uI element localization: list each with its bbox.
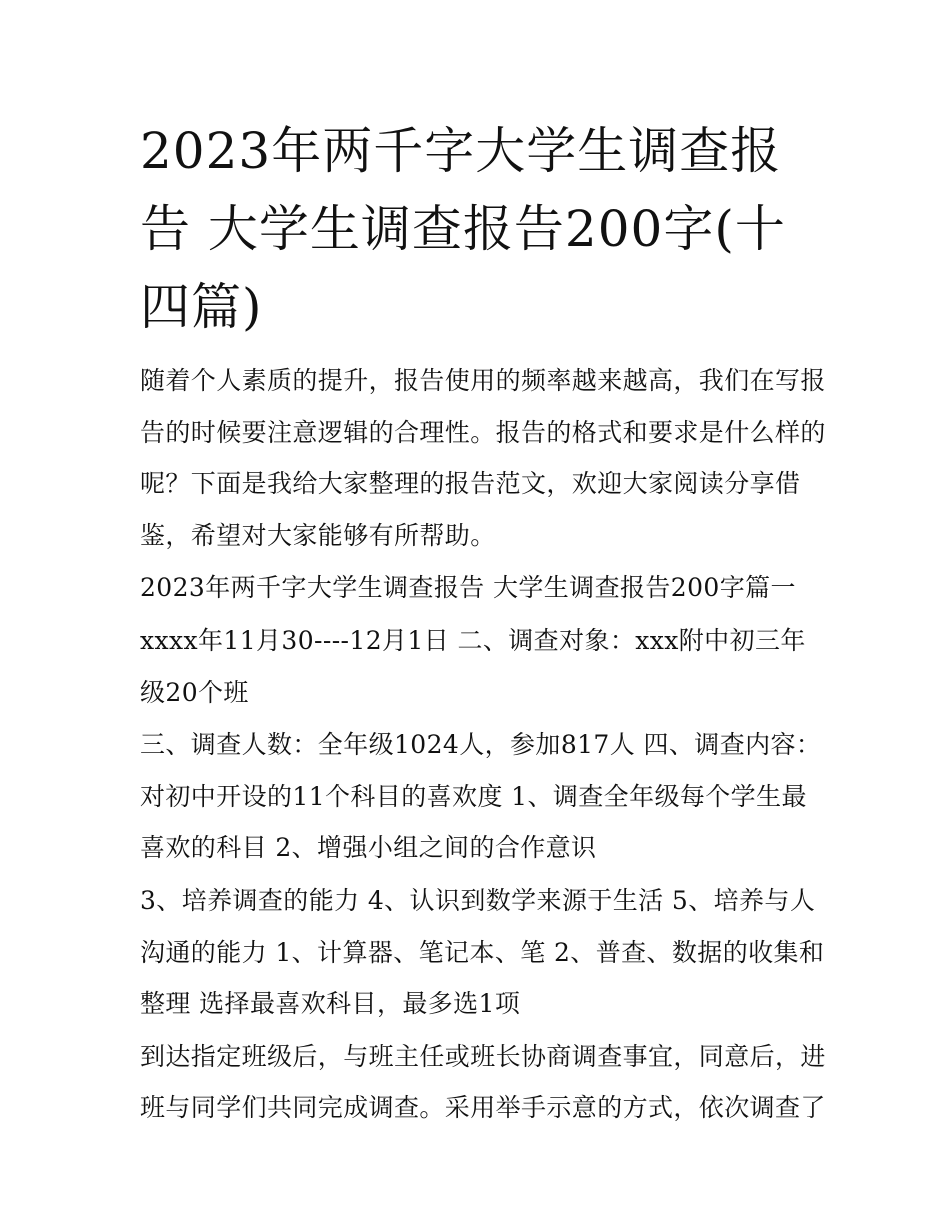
section-heading: 2023年两千字大学生调查报告 大学生调查报告200字篇一 bbox=[140, 573, 796, 603]
survey-goals-paragraph: 3、培养调查的能力 4、认识到数学来源于生活 5、培养与人沟通的能力 1、计算器、笔记本、笔 2、普查、数据的收集和整理 选择最喜欢科目，最多选1项 bbox=[140, 885, 825, 1019]
intro-paragraph: 随着个人素质的提升，报告使用的频率越来越高，我们在写报告的时候要注意逻辑的合理性。报告的格式和要求是什么样的呢？下面是我给大家整理的报告范文，欢迎大家阅读分享借鉴，希望对大家能够有所帮助。 bbox=[140, 366, 826, 550]
survey-content-paragraph: 三、调查人数：全年级1024人，参加817人 四、调查内容：对初中开设的11个科目的喜欢度 1、调查全年级每个学生最喜欢的科目 2、增强小组之间的合作意识 bbox=[140, 730, 822, 863]
survey-time-paragraph: xxxx年11月30----12月1日 二、调查对象：xxx附中初三年级20个班 bbox=[140, 625, 806, 707]
document-title: 2023年两千字大学生调查报告 大学生调查报告200字(十四篇) bbox=[140, 122, 786, 336]
document-body bbox=[140, 355, 830, 1135]
survey-process-paragraph: 到达指定班级后，与班主任或班长协商调查事宜，同意后，进班与同学们共同完成调查。采用举手示意的方式，依次调查了 bbox=[140, 1041, 826, 1123]
